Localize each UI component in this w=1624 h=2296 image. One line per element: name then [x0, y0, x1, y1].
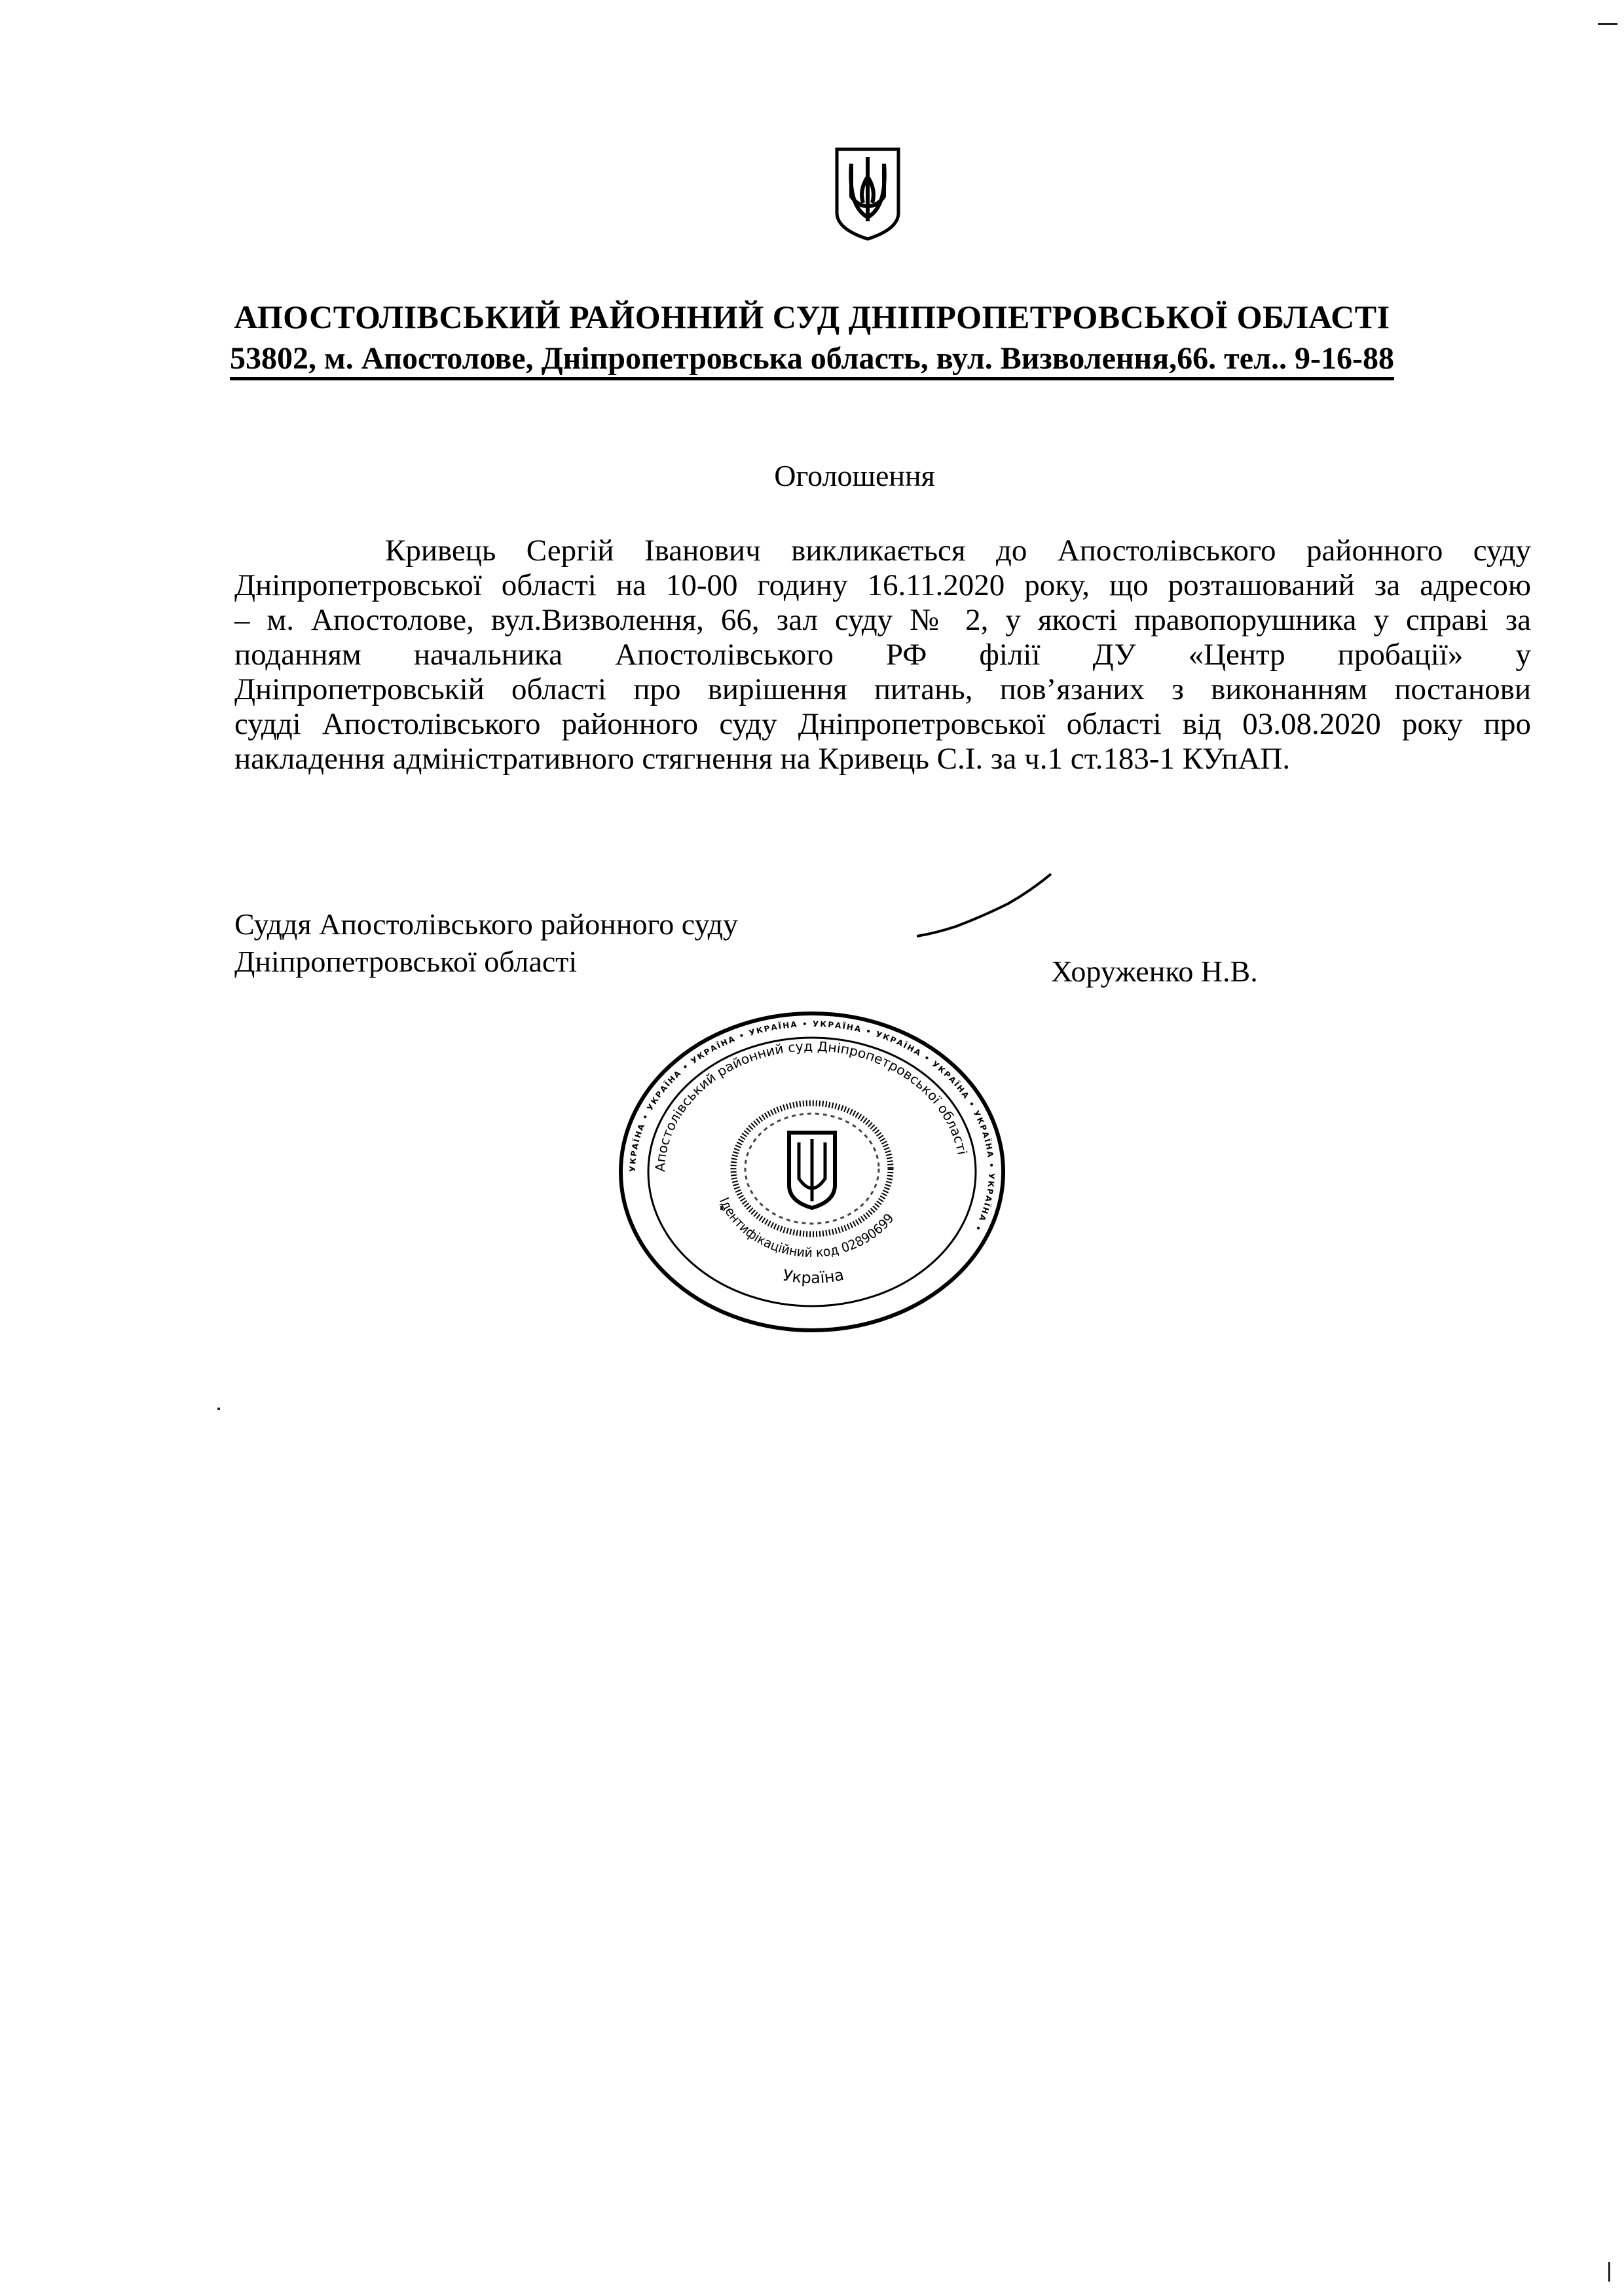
body-line: Кривець Сергій Іванович викликається до Апостолівського районного суду — [385, 534, 1531, 568]
signer-name: Хоруженко Н.В. — [1051, 955, 1258, 988]
body-line: Дніпропетровської області на 10-00 годину 16.11.2020 року, що розташований за адресою — [234, 568, 1531, 602]
body-line: накладення адміністративного стягнення на Кривець С.І. за ч.1 ст.183-1 КУпАП. — [234, 742, 1291, 776]
handwritten-signature — [917, 871, 1054, 943]
scan-mark — [217, 1408, 220, 1410]
scan-mark — [1608, 2262, 1610, 2282]
court-address — [0, 340, 1624, 376]
court-name-heading: АПОСТОЛІВСЬКИЙ РАЙОННИЙ СУД ДНІПРОПЕТРОВСЬКОЇ ОБЛАСТІ — [234, 299, 1390, 335]
scan-mark — [1598, 23, 1617, 25]
document-heading: Оголошення — [774, 459, 935, 492]
body-line: судді Апостолівського районного суду Дніпропетровської області від 03.08.2020 року про — [234, 707, 1531, 741]
stamp-code-text: Ідентифікаційний код 02890699 — [716, 1195, 898, 1261]
body-line: поданням начальника Апостолівського РФ філії ДУ «Центр пробації» у — [234, 638, 1531, 672]
announcement-body — [234, 534, 1531, 776]
court-seal-stamp — [616, 1008, 1008, 1336]
scan-mark — [720, 1206, 723, 1210]
trident-coat-of-arms-icon — [832, 144, 904, 242]
body-line: – м. Апостолове, вул.Визволення, 66, зал суду № 2, у якості правопорушника у справі за — [234, 603, 1531, 637]
svg-text:Україна — [781, 1266, 845, 1287]
stamp-country-text: Україна — [781, 1265, 845, 1288]
stamp-outer-text: Апостолівський районний суд Дніпропетровської області — [652, 1038, 970, 1173]
body-line: Дніпропетровській області про вирішення питань, пов’язаних з виконанням постанови — [234, 672, 1531, 706]
stamp-border-text: УКРАЇНА • УКРАЇНА • УКРАЇНА • УКРАЇНА • УКРАЇНА • УКРАЇНА • УКРАЇНА • УКРАЇНА • УКРАЇНА • — [627, 1019, 997, 1233]
stamp-trident-icon — [789, 1133, 835, 1208]
court-address-text: 53802, м. Апостолове, Дніпропетровська область, вул. Визволення,66. тел.. 9-16-88 — [230, 341, 1394, 380]
signer-position-line1: Суддя Апостолівського районного суду — [234, 907, 739, 941]
signer-position-line2: Дніпропетровської області — [234, 945, 578, 978]
